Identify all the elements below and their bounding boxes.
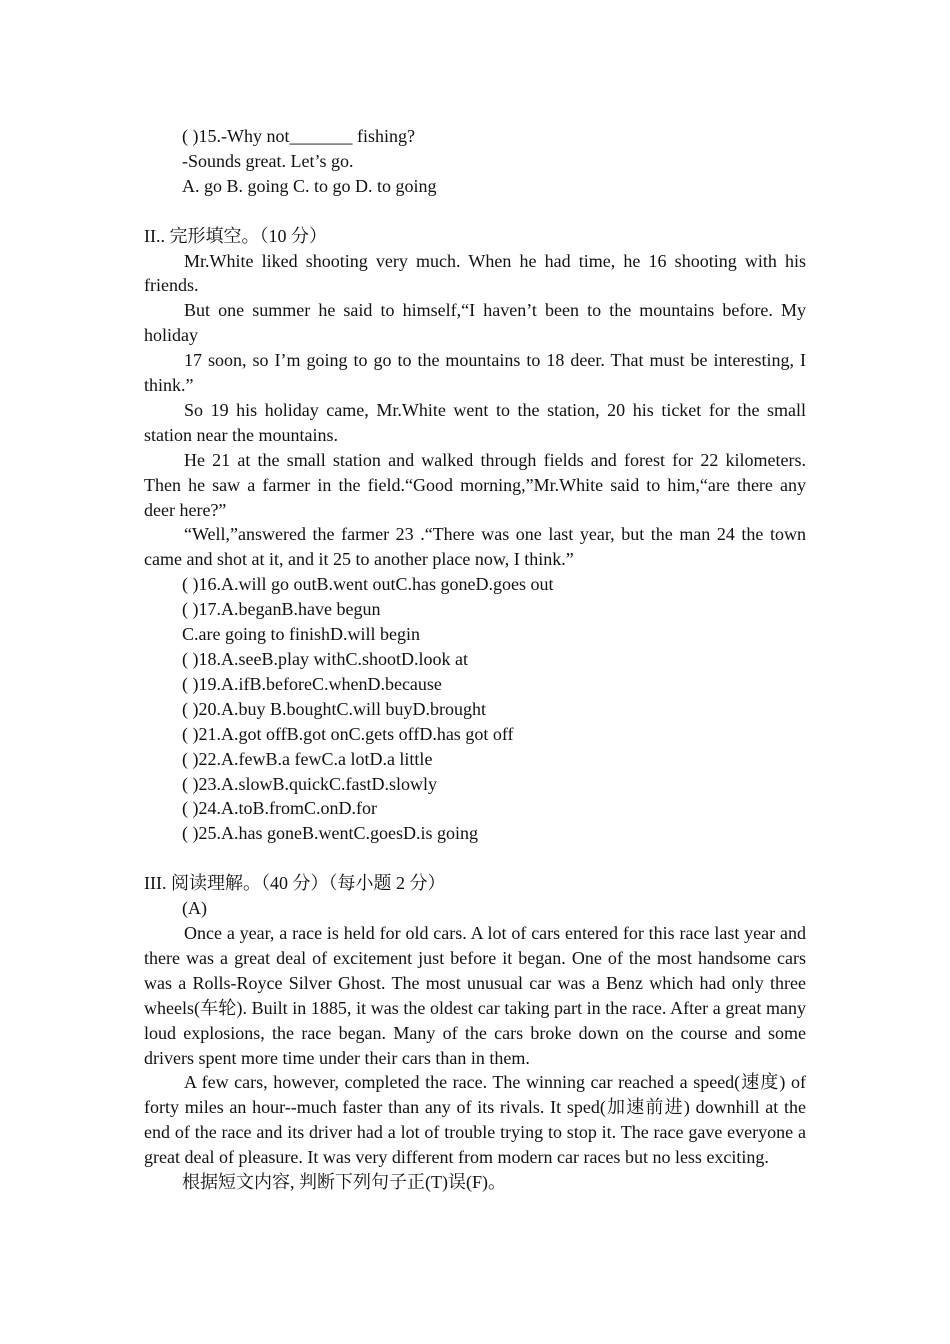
cloze-question-23: ( )23.A.slowB.quickC.fastD.slowly — [182, 773, 437, 794]
reading-instruction: 根据短文内容, 判断下列句子正(T)误(F)。 — [182, 1172, 506, 1193]
spacer — [144, 199, 806, 224]
cloze-question-19: ( )19.A.ifB.beforeC.whenD.because — [182, 673, 442, 694]
section2-heading: II.. 完形填空。（10 分） — [144, 225, 327, 246]
reading-para-2: A few cars, however, completed the race. The winning car reached a speed(速度) of forty miles an hour--much faster than any of its rivals. It sped(加速前进) downhill at the end of the race and its driver had a lot of trouble trying to stop it. The race gave everyone a great deal of pleasure. It was very different from modern car races but no less exciting. — [144, 1072, 806, 1168]
cloze-question-25: ( )25.A.has goneB.wentC.goesD.is going — [182, 823, 478, 844]
reading-para-1: Once a year, a race is held for old cars. A lot of cars entered for this race last year and there was a great deal of excitement just before it began. One of the most handsome cars was a Rolls-Royce Silver Ghost. The most unusual car was a Benz which had only three wheels(车轮). Built in 1885, it was the oldest car taking part in the race. After a great many loud explosions, the race began. Many of the cars broke down on the course and some drivers spent more time under their cars than in them. — [144, 922, 806, 1068]
cloze-question-24: ( )24.A.toB.fromC.onD.for — [182, 798, 377, 819]
cloze-para-2a: But one summer he said to himself,“I haven’t been to the mountains before. My holiday — [144, 300, 806, 346]
spacer — [144, 846, 806, 871]
section3-heading: III. 阅读理解。（40 分）（每小题 2 分） — [144, 873, 446, 894]
document-body — [144, 124, 806, 1195]
cloze-question-22: ( )22.A.fewB.a fewC.a lotD.a little — [182, 748, 433, 769]
cloze-para-4: He 21 at the small station and walked through fields and forest for 22 kilometers. Then he saw a farmer in the field.“Good morning,”Mr.White said to him,“are there any deer here?” — [144, 449, 806, 520]
reading-part-label: (A) — [182, 898, 207, 919]
cloze-para-3: So 19 his holiday came, Mr.White went to the station, 20 his ticket for the small station near the mountains. — [144, 399, 806, 445]
cloze-para-2b: 17 soon, so I’m going to go to the mountains to 18 deer. That must be interesting, I think.” — [144, 350, 806, 396]
cloze-question-18: ( )18.A.seeB.play withC.shootD.look at — [182, 649, 468, 670]
cloze-para-1: Mr.White liked shooting very much. When he had time, he 16 shooting with his friends. — [144, 250, 806, 296]
q15-options: A. go B. going C. to go D. to going — [182, 175, 437, 196]
cloze-question-21: ( )21.A.got offB.got onC.gets offD.has got off — [182, 723, 514, 744]
cloze-question-16: ( )16.A.will go outB.went outC.has goneD.goes out — [182, 574, 554, 595]
cloze-question-17-cont: C.are going to finishD.will begin — [182, 624, 420, 645]
cloze-para-5: “Well,”answered the farmer 23 .“There was one last year, but the man 24 the town came and shot at it, and it 25 to another place now, I think.” — [144, 524, 806, 570]
q15-response: -Sounds great. Let’s go. — [182, 150, 354, 171]
q15-stem: ( )15.-Why not_______ fishing? — [182, 126, 415, 146]
cloze-question-17: ( )17.A.beganB.have begun — [182, 599, 381, 620]
cloze-question-20: ( )20.A.buy B.boughtC.will buyD.brought — [182, 698, 486, 719]
